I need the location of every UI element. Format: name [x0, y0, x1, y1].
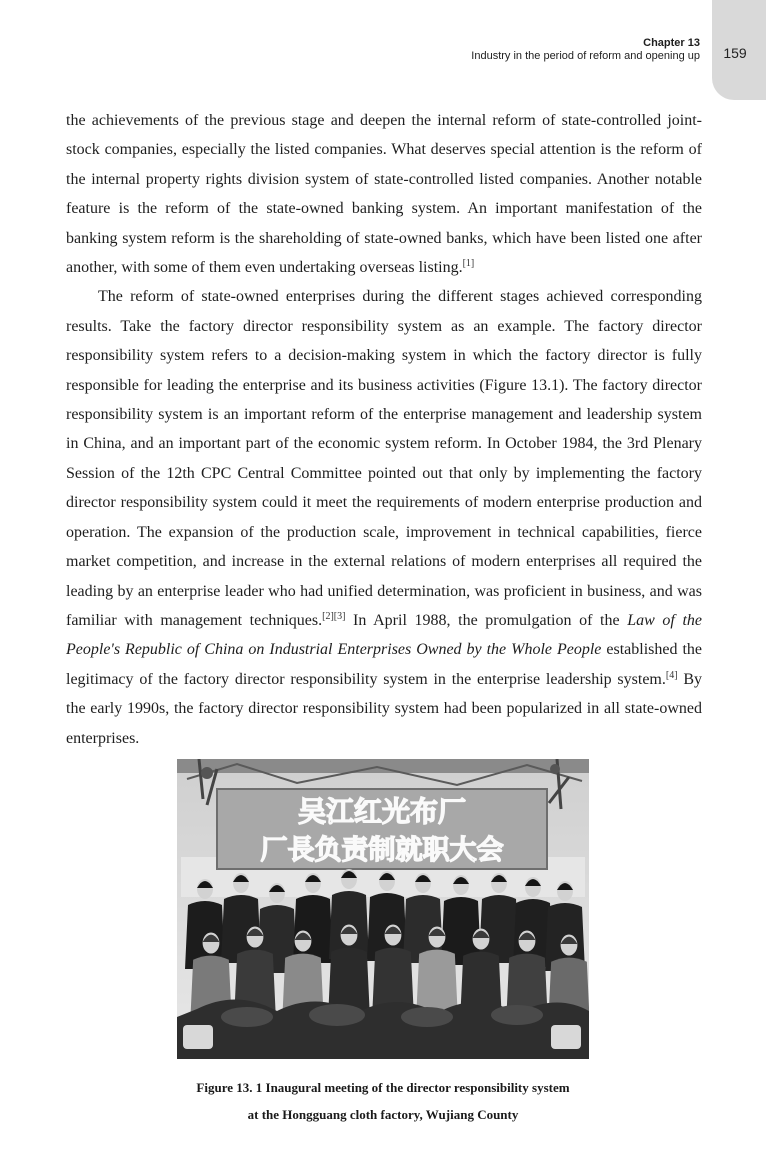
banner-line-2: 厂長负责制就职大会: [260, 835, 504, 866]
paragraph-2-text-b: In April 1988, the promulgation of the: [345, 611, 628, 629]
banner-line-1: 吴江红光布厂: [297, 795, 467, 828]
caption-line-2: at the Hongguang cloth factory, Wujiang County: [247, 1107, 519, 1122]
body-text: [66, 106, 702, 753]
paragraph-2: [66, 282, 702, 753]
law-title: Law of the People's Republic of China on Industrial Enterprises Owned by the Whole People: [66, 611, 703, 659]
paragraph-2-text-c: established the legitimacy of the factory director responsibility system in the enterprise leadership system.: [66, 641, 702, 688]
citation-2-3: [2][3]: [322, 610, 346, 622]
paragraph-1-text: the achievements of the previous stage and deepen the internal reform of state-controlled joint-stock companies, especially the listed companies. What deserves special attention is the reform of the internal property rights division system of state-controlled listed companies. Another notable feature is the reform of the state-owned banking system. An important manifestation of the banking system reform is the shareholding of state-owned banks, which have been listed one after another, with some of them even undertaking overseas listing.: [66, 112, 702, 277]
page-number: 159: [723, 45, 747, 61]
chapter-title: Industry in the period of reform and opening up: [471, 50, 700, 62]
paragraph-2-text-d: By the early 1990s, the factory director responsibility system had been popularized in all state-owned enterprises.: [66, 670, 702, 747]
paragraph-1: [66, 106, 702, 282]
caption-line-1: Figure 13. 1 Inaugural meeting of the director responsibility system: [196, 1080, 570, 1095]
figure-photo: [177, 759, 589, 1059]
running-head: [471, 37, 700, 63]
paragraph-2-text-a: The reform of state-owned enterprises during the different stages achieved corresponding results. Take the factory director responsibility system as an example. The factory director responsibility system refers to a decision-making system in which the factory director is fully responsible for leading the enterprise and its business activities (Figure 13.1). The factory director responsibility system is an important reform of the enterprise management and leadership system in China, and an important part of the economic system reform. In October 1984, the 3rd Plenary Session of the 12th CPC Central Committee pointed out that only by implementing the factory director responsibility system could it meet the requirements of modern enterprise production and operation. The expansion of the production scale, improvement in technical capabilities, fierce market competition, and increase in the external relations of modern enterprises all required the leading by an enterprise leader who had unified determination, was proficient in business, and was familiar with management techniques.: [66, 288, 702, 629]
photo-illustration: [177, 759, 589, 1059]
figure-caption: [120, 1074, 646, 1128]
citation-4: [4]: [665, 669, 678, 681]
chapter-label: Chapter 13: [643, 37, 700, 49]
citation-1: [1]: [462, 258, 475, 270]
